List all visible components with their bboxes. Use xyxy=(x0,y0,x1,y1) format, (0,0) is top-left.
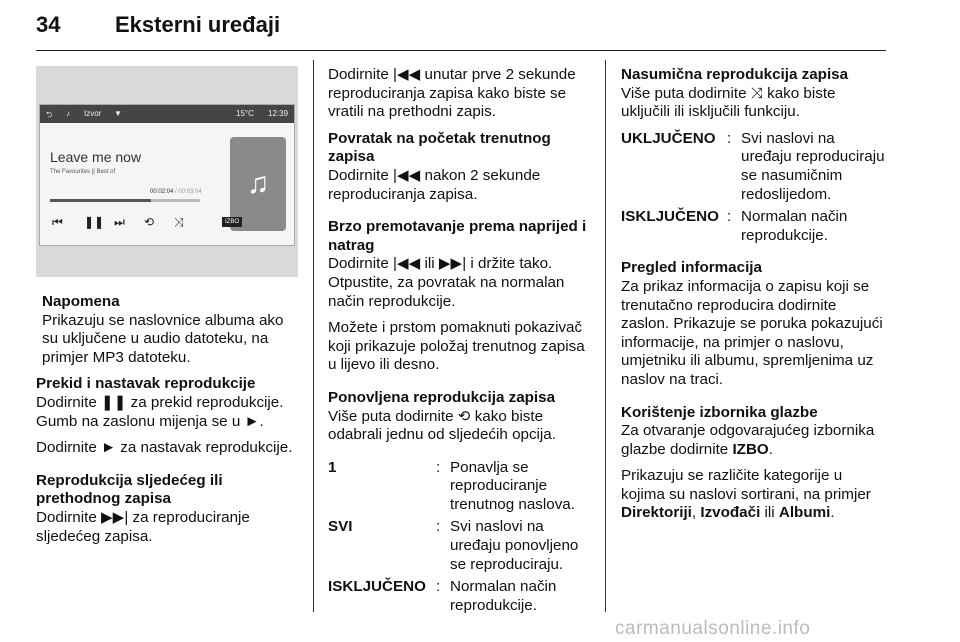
page-title: Eksterni uređaji xyxy=(115,12,281,37)
definition-row: UKLJUČENO : Svi naslovi na uređaju reproduciraju se nasumičnim redoslijedom. xyxy=(621,129,885,203)
paragraph: Za prikaz informacija o zapisu koji se trenutačno reproducira dodirnite zaslon. Prikazuje se poruka pokazujući informacije, na primjer o naslovu, umjetniku ili albumu, spremljenima uz naslov na traci. xyxy=(621,277,883,388)
section-pause xyxy=(36,375,302,457)
infotainment-screenshot xyxy=(36,66,298,277)
section-heading: Povratak na početak trenutnog zapisa xyxy=(328,129,551,166)
clock: 12:39 xyxy=(268,109,289,118)
media-screen xyxy=(39,104,295,246)
paragraph: Dodirnite |◀◀ ili ▶▶| i držite tako. Otpustite, za povratak na normalan način reprodukcije. xyxy=(328,255,565,310)
izbo-button: IZBO xyxy=(222,217,242,227)
music-note-icon: ♪ xyxy=(66,109,70,118)
page-header xyxy=(36,6,886,51)
column-divider-2 xyxy=(605,60,606,612)
paragraph: Dodirnite ► za nastavak reprodukcije. xyxy=(36,439,293,457)
note-text: Prikazuju se naslovnice albuma ako su uključene u audio datoteku, na primjer MP3 datoteku. xyxy=(42,311,284,366)
column-1 xyxy=(36,293,302,560)
time-display: 00:02:04 / 00:03:04 xyxy=(150,189,202,195)
paragraph: Dodirnite |◀◀ nakon 2 sekunde reproduciranja zapisa. xyxy=(328,166,541,203)
paragraph: Možete i prstom pomaknuti pokazivač koji prikazuje položaj trenutnog zapisa u lijevo ili desno. xyxy=(328,319,585,374)
album-title: The Favourites || Best of xyxy=(50,169,116,175)
back-icon: ⮌ xyxy=(46,110,53,119)
definition-row: 1 : Ponavlja se reproduciranje trenutnog naslova. xyxy=(328,458,575,513)
section-heading: Ponovljena reprodukcija zapisa xyxy=(328,388,556,406)
definition-row: ISKLJUČENO : Normalan način reprodukcije. xyxy=(621,208,848,244)
song-title: Leave me now xyxy=(50,149,142,165)
section-info xyxy=(621,259,887,389)
section-music-menu xyxy=(621,404,887,524)
temperature: 15°C xyxy=(236,109,254,118)
watermark: carmanualsonline.info xyxy=(615,618,811,639)
section-shuffle xyxy=(621,66,887,122)
section-heading: Prekid i nastavak reprodukcije xyxy=(36,375,256,393)
paragraph: Dodirnite ❚❚ za prekid reprodukcije. Gumb na zaslonu mijenja se u ►. xyxy=(36,393,284,430)
shuffle-options xyxy=(621,130,887,246)
paragraph: Prikazuju se različite kategorije u kojima su naslovi sortirani, na primjer Direktoriji, Izvođači ili Albumi. xyxy=(621,467,871,522)
section-heading: Korištenje izbornika glazbe xyxy=(621,403,818,421)
section-next-prev xyxy=(36,472,302,546)
section-heading: Nasumična reprodukcija zapisa xyxy=(621,66,849,83)
music-note-icon: ♫ xyxy=(246,167,270,200)
paragraph: Dodirnite |◀◀ unutar prve 2 sekunde reproduciranja zapisa kako biste se vratili na prethodni zapis. xyxy=(328,66,576,121)
repeat-options xyxy=(328,459,596,616)
paragraph: Za otvaranje odgovarajućeg izbornika glazbe dodirnite IZBO. xyxy=(621,422,875,458)
chevron-down-icon: ▼ xyxy=(114,109,122,118)
section-repeat xyxy=(328,389,596,445)
paragraph: Više puta dodirnite ⟲ kako biste odabrali jednu od sljedećih opcija. xyxy=(328,407,556,444)
paragraph: Više puta dodirnite ⤨ kako biste uključili ili isključili funkciju. xyxy=(621,84,836,121)
note-title: Napomena xyxy=(42,293,120,310)
source-label: Izvor xyxy=(84,109,102,118)
page-number: 34 xyxy=(36,12,61,37)
definition-row: SVI : Svi naslovi na uređaju ponovljeno se reproduciraju. xyxy=(328,518,579,573)
section-heading: Pregled informacija xyxy=(621,259,762,277)
next-icon: ⏭ xyxy=(114,215,125,229)
shuffle-icon: ⤨ xyxy=(174,215,184,229)
pause-icon: ❚❚ xyxy=(84,215,105,229)
section-seek xyxy=(328,218,596,375)
section-heading: Brzo premotavanje prema naprijed i natrag xyxy=(328,218,587,254)
column-2 xyxy=(328,66,596,629)
note-block xyxy=(36,293,302,367)
column-divider-1 xyxy=(313,60,314,612)
section-heading: Reprodukcija sljedećeg ili prethodnog zapisa xyxy=(36,471,223,508)
section-restart xyxy=(328,130,596,204)
column-3 xyxy=(621,66,887,537)
progress-bar xyxy=(50,199,200,202)
prev-icon: ⏮ xyxy=(52,215,63,229)
status-bar xyxy=(40,105,294,123)
repeat-icon: ⟲ xyxy=(144,215,155,229)
progress-fill xyxy=(50,199,151,202)
paragraph: Dodirnite ▶▶| za reproduciranje sljedećeg zapisa. xyxy=(36,508,250,545)
definition-row: ISKLJUČENO : Normalan način reprodukcije. xyxy=(328,578,557,614)
